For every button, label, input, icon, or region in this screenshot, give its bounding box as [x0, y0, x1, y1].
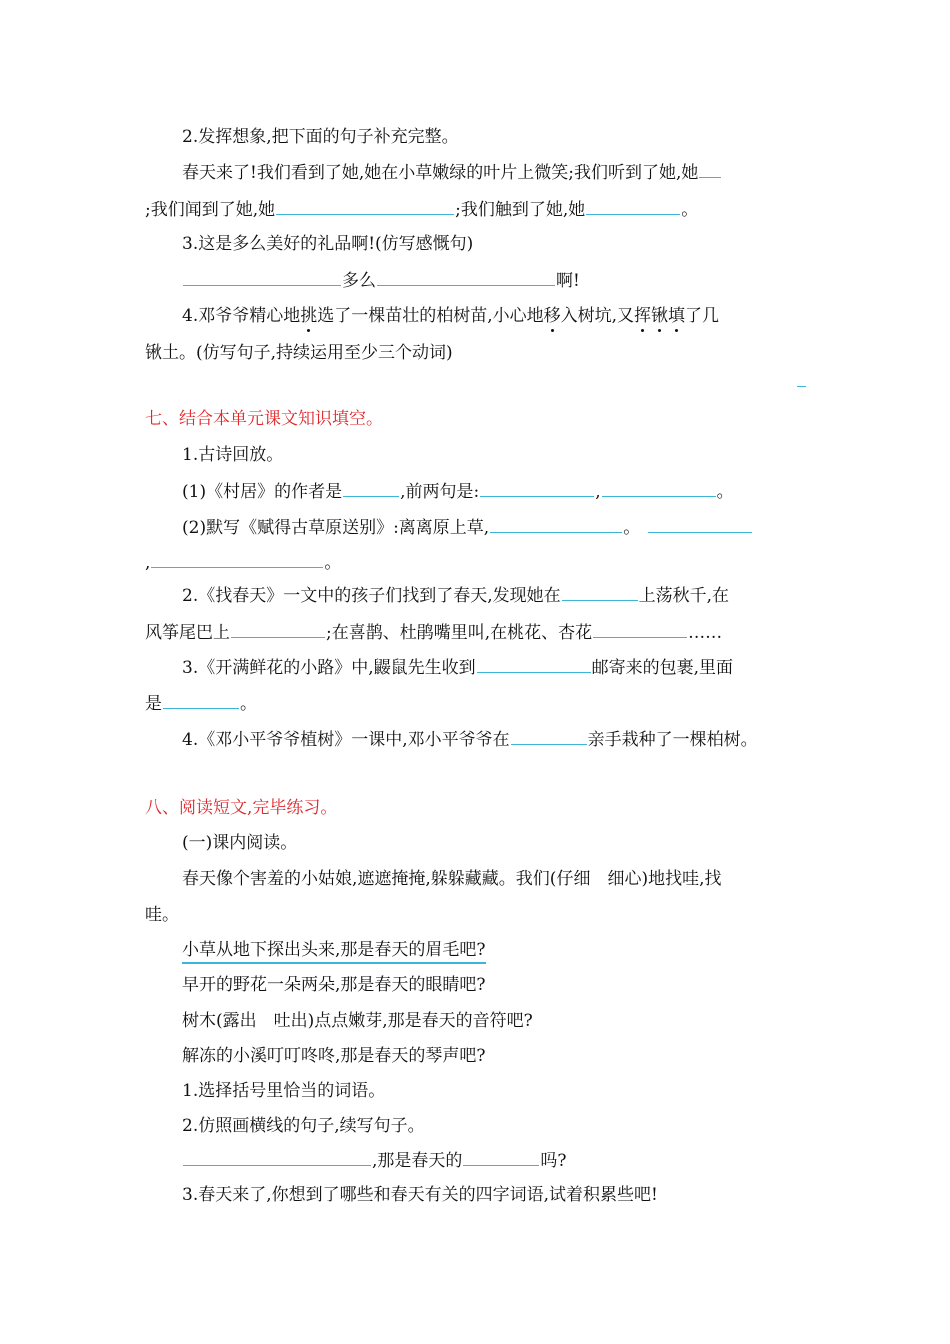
q2-line2-text-b: ;我们触到了她,她 — [455, 200, 586, 220]
s7-q1b — [182, 515, 753, 540]
answer-blank[interactable] — [183, 268, 341, 286]
answer-blank[interactable] — [477, 655, 591, 673]
s8-q2: 2.仿照画横线的句子,续写句子。 — [182, 1116, 425, 1136]
s8-para5: 解冻的小溪叮叮咚咚,那是春天的琴声吧? — [182, 1046, 486, 1066]
q3-answer-line — [182, 268, 580, 293]
q2-line2 — [145, 197, 698, 222]
s8-q2-text: 吗? — [540, 1151, 567, 1171]
answer-blank[interactable] — [797, 386, 806, 387]
q2-line2-text-c: 。 — [681, 200, 699, 220]
answer-blank[interactable] — [699, 160, 721, 178]
s7-q3-text: 3.《开满鲜花的小路》中,鼹鼠先生收到 — [182, 658, 476, 678]
s7-q1a — [182, 479, 734, 504]
answer-blank[interactable] — [231, 620, 325, 638]
answer-blank[interactable] — [511, 727, 587, 745]
s7-q2-cont — [145, 620, 722, 645]
q4-dotted-verb: 填 — [668, 306, 686, 326]
s7-q3 — [182, 655, 733, 680]
q4-text: 了几 — [685, 306, 720, 326]
s7-q2-text: ;在喜鹊、杜鹃嘴里叫,在桃花、杏花 — [326, 623, 593, 643]
q4-dotted-verb: 锹 — [651, 306, 669, 326]
s7-q3-text: 邮寄来的包裹,里面 — [591, 658, 734, 678]
answer-blank[interactable] — [276, 197, 454, 215]
answer-blank[interactable] — [480, 479, 594, 497]
s7-q1a-text: 。 — [716, 482, 734, 502]
s7-q1b-text: , — [145, 553, 151, 573]
s8-para1: 春天像个害羞的小姑娘,遮遮掩掩,躲躲藏藏。我们(仔细 细心)地找哇,找 — [182, 869, 722, 889]
section-7-heading: 七、结合本单元课文知识填空。 — [145, 409, 383, 429]
s8-q2-text: ,那是春天的 — [372, 1151, 463, 1171]
answer-blank[interactable] — [377, 268, 555, 286]
s7-q2-text: …… — [688, 623, 723, 643]
section-8-heading: 八、阅读短文,完毕练习。 — [145, 798, 338, 818]
answer-blank[interactable] — [490, 515, 622, 533]
q4-text: 4.邓爷爷精心地 — [182, 306, 301, 326]
q4-dotted-verb: 挑 — [300, 306, 318, 326]
s8-para3: 早开的野花一朵两朵,那是春天的眼睛吧? — [182, 975, 486, 995]
answer-blank[interactable] — [562, 583, 638, 601]
q4-text: 入树坑,又 — [560, 306, 635, 326]
s7-q1b-text: 。 — [324, 553, 342, 573]
answer-blank[interactable] — [602, 479, 716, 497]
s7-q3-text: 是 — [145, 694, 162, 714]
q3-prompt: 3.这是多么美好的礼品啊!(仿写感慨句) — [182, 234, 474, 254]
s8-para2 — [182, 938, 486, 962]
s7-q3-text: 。 — [240, 694, 257, 714]
s8-para1-cont: 哇。 — [145, 905, 179, 925]
answer-blank[interactable] — [163, 691, 239, 709]
q4-dotted-verb: 移 — [543, 306, 561, 326]
q2-line2-text-a: ;我们闻到了她,她 — [145, 200, 276, 220]
s7-q1b-text: (2)默写《赋得古草原送别》:离离原上草, — [182, 518, 490, 538]
s7-q4-text: 亲手栽种了一棵柏树。 — [587, 730, 758, 750]
answer-blank[interactable] — [648, 515, 752, 533]
q2-line1 — [182, 160, 722, 185]
s7-q1a-text: (1)《村居》的作者是 — [182, 482, 343, 502]
s7-q1a-text: , — [595, 482, 601, 502]
answer-blank[interactable] — [151, 550, 323, 568]
s8-para4: 树木(露出 吐出)点点嫩芽,那是春天的音符吧? — [182, 1011, 533, 1031]
s7-q3-cont — [145, 691, 257, 716]
s7-q1a-text: ,前两句是: — [400, 482, 480, 502]
s7-q2-text: 上荡秋千,在 — [638, 586, 730, 606]
q3-end-text: 啊! — [556, 271, 580, 291]
q4-line2: 锹土。(仿写句子,持续运用至少三个动词) — [145, 343, 453, 363]
q4-dotted-verb: 挥 — [634, 306, 652, 326]
answer-blank[interactable] — [586, 197, 680, 215]
answer-blank[interactable] — [463, 1148, 539, 1166]
s7-q1b-cont — [145, 550, 341, 575]
answer-blank[interactable] — [343, 479, 399, 497]
underlined-sentence: 小草从地下探出头来,那是春天的眉毛吧? — [182, 940, 486, 964]
s7-q2-text: 2.《找春天》一文中的孩子们找到了春天,发现她在 — [182, 586, 561, 606]
q2-prompt: 2.发挥想象,把下面的句子补充完整。 — [182, 127, 459, 147]
q3-mid-text: 多么 — [342, 271, 376, 291]
s7-q2 — [182, 583, 729, 608]
s8-q1: 1.选择括号里恰当的词语。 — [182, 1081, 386, 1101]
s7-q4 — [182, 727, 758, 752]
s7-q4-text: 4.《邓小平爷爷植树》一课中,邓小平爷爷在 — [182, 730, 510, 750]
q4-text: 选了一棵苗壮的柏树苗,小心地 — [317, 306, 544, 326]
q4-line1 — [182, 304, 719, 328]
s8-q2-answer-line — [182, 1148, 567, 1173]
answer-blank[interactable] — [183, 1148, 371, 1166]
s7-q2-text: 风筝尾巴上 — [145, 623, 230, 643]
s7-q1: 1.古诗回放。 — [182, 445, 284, 465]
s8-q3: 3.春天来了,你想到了哪些和春天有关的四字词语,试着积累些吧! — [182, 1185, 658, 1205]
s8-sub: (一)课内阅读。 — [182, 833, 298, 853]
q2-line1-text: 春天来了!我们看到了她,她在小草嫩绿的叶片上微笑;我们听到了她,她 — [182, 163, 699, 183]
answer-blank[interactable] — [593, 620, 687, 638]
s7-q1b-text: 。 — [623, 518, 641, 538]
